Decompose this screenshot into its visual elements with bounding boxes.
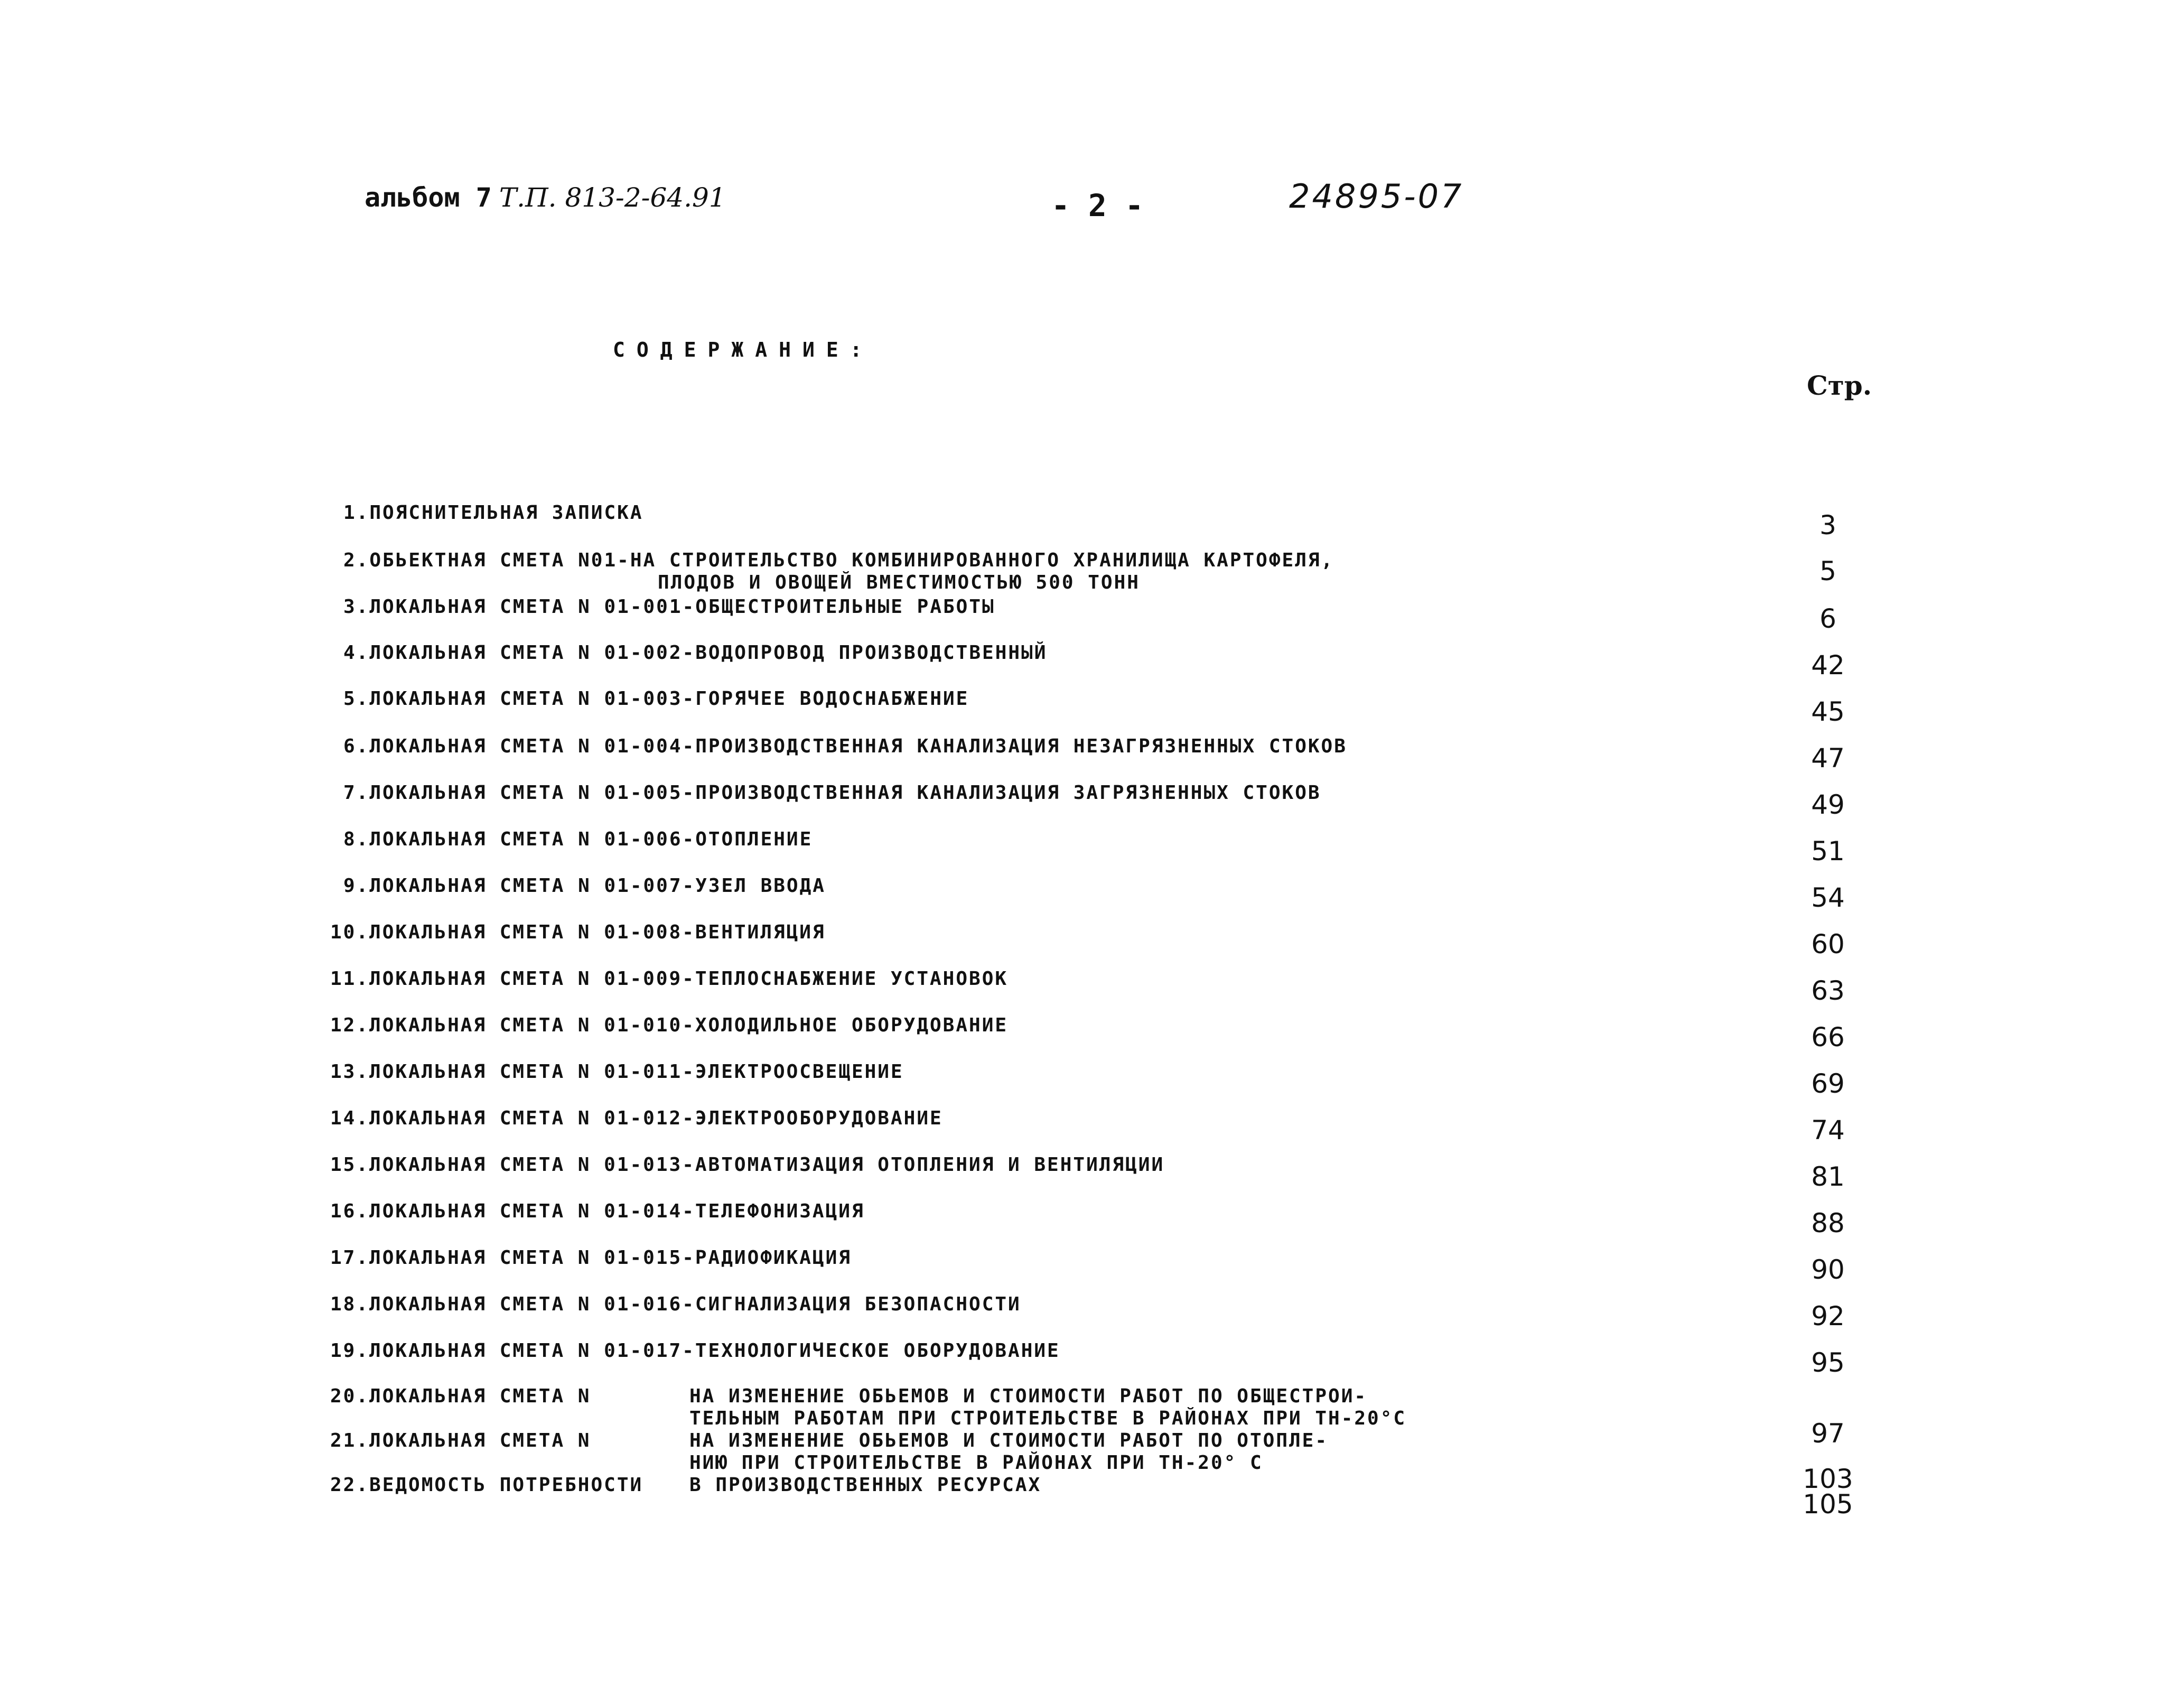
toc-entry-16: 16.ЛОКАЛЬНАЯ СМЕТА N 01-014-ТЕЛЕФОНИЗАЦИЯ	[330, 1200, 865, 1222]
toc-entry-2-cont: ПЛОДОВ И ОВОЩЕЙ ВМЕСТИМОСТЬЮ 500 ТОНН	[658, 572, 1140, 593]
page-ref-20: 97	[1811, 1418, 1845, 1449]
toc-entry-20: 20.ЛОКАЛЬНАЯ СМЕТА N	[330, 1385, 591, 1407]
page-ref-21: 103	[1803, 1464, 1853, 1494]
toc-entry-5: 5.ЛОКАЛЬНАЯ СМЕТА N 01-003-ГОРЯЧЕЕ ВОДОСНАБЖЕНИЕ	[343, 688, 969, 710]
page-ref-16: 88	[1811, 1208, 1845, 1239]
page-ref-18: 92	[1811, 1301, 1845, 1332]
toc-entry-1: 1.ПОЯСНИТЕЛЬНАЯ ЗАПИСКА	[343, 502, 643, 524]
project-code: Т.П. 813-2-64.91	[499, 182, 726, 213]
toc-entry-21-desc: НА ИЗМЕНЕНИЕ ОБЬЕМОВ И СТОИМОСТИ РАБОТ ПО ОТОПЛЕ-	[689, 1430, 1329, 1451]
page-ref-15: 81	[1811, 1161, 1845, 1192]
toc-entry-15: 15.ЛОКАЛЬНАЯ СМЕТА N 01-013-АВТОМАТИЗАЦИЯ ОТОПЛЕНИЯ И ВЕНТИЛЯЦИИ	[330, 1154, 1165, 1176]
page-ref-14: 74	[1811, 1115, 1845, 1146]
toc-entry-18: 18.ЛОКАЛЬНАЯ СМЕТА N 01-016-СИГНАЛИЗАЦИЯ БЕЗОПАСНОСТИ	[330, 1293, 1021, 1315]
page-ref-5: 45	[1811, 696, 1845, 727]
page-ref-22: 105	[1803, 1489, 1853, 1520]
page-ref-6: 47	[1811, 743, 1845, 774]
toc-entry-3: 3.ЛОКАЛЬНАЯ СМЕТА N 01-001-ОБЩЕСТРОИТЕЛЬНЫЕ РАБОТЫ	[343, 596, 995, 618]
page-ref-17: 90	[1811, 1254, 1845, 1285]
album-label	[365, 182, 726, 213]
page-ref-11: 63	[1811, 975, 1845, 1006]
page-ref-2: 5	[1819, 556, 1836, 587]
toc-entry-22-desc: В ПРОИЗВОДСТВЕННЫХ РЕСУРСАХ	[689, 1474, 1042, 1496]
page-ref-7: 49	[1811, 789, 1845, 820]
page-ref-4: 42	[1811, 650, 1845, 681]
toc-entry-13: 13.ЛОКАЛЬНАЯ СМЕТА N 01-011-ЭЛЕКТРООСВЕЩЕНИЕ	[330, 1061, 904, 1083]
album-number: альбом 7	[365, 182, 492, 213]
page-column-label: Стр.	[1807, 370, 1872, 401]
page-ref-10: 60	[1811, 929, 1845, 960]
contents-heading: СОДЕРЖАНИЕ:	[613, 338, 874, 361]
page-ref-13: 69	[1811, 1068, 1845, 1099]
toc-entry-11: 11.ЛОКАЛЬНАЯ СМЕТА N 01-009-ТЕПЛОСНАБЖЕНИЕ УСТАНОВОК	[330, 968, 1009, 990]
page-number: - 2 -	[1051, 188, 1144, 224]
page-ref-1: 3	[1819, 510, 1836, 541]
toc-entry-19: 19.ЛОКАЛЬНАЯ СМЕТА N 01-017-ТЕХНОЛОГИЧЕСКОЕ ОБОРУДОВАНИЕ	[330, 1340, 1060, 1362]
toc-entry-22: 22.ВЕДОМОСТЬ ПОТРЕБНОСТИ	[330, 1474, 643, 1496]
toc-entry-20-desc-cont: ТЕЛЬНЫМ РАБОТАМ ПРИ СТРОИТЕЛЬСТВЕ В РАЙОНАХ ПРИ ТН-20°С	[689, 1408, 1407, 1429]
toc-entry-17: 17.ЛОКАЛЬНАЯ СМЕТА N 01-015-РАДИОФИКАЦИЯ	[330, 1247, 852, 1269]
toc-entry-9: 9.ЛОКАЛЬНАЯ СМЕТА N 01-007-УЗЕЛ ВВОДА	[343, 875, 826, 897]
toc-entry-21: 21.ЛОКАЛЬНАЯ СМЕТА N	[330, 1430, 591, 1451]
toc-entry-4: 4.ЛОКАЛЬНАЯ СМЕТА N 01-002-ВОДОПРОВОД ПРОИЗВОДСТВЕННЫЙ	[343, 642, 1048, 664]
toc-entry-8: 8.ЛОКАЛЬНАЯ СМЕТА N 01-006-ОТОПЛЕНИЕ	[343, 828, 813, 850]
page-ref-3: 6	[1819, 603, 1836, 634]
document-number: 24895-07	[1289, 177, 1464, 216]
toc-entry-10: 10.ЛОКАЛЬНАЯ СМЕТА N 01-008-ВЕНТИЛЯЦИЯ	[330, 921, 826, 943]
page-ref-9: 54	[1811, 882, 1845, 913]
toc-entry-6: 6.ЛОКАЛЬНАЯ СМЕТА N 01-004-ПРОИЗВОДСТВЕННАЯ КАНАЛИЗАЦИЯ НЕЗАГРЯЗНЕННЫХ СТОКОВ	[343, 736, 1347, 757]
page-ref-19: 95	[1811, 1347, 1845, 1378]
toc-entry-21-desc-cont: НИЮ ПРИ СТРОИТЕЛЬСТВЕ В РАЙОНАХ ПРИ ТН-20° С	[689, 1452, 1263, 1474]
page-ref-12: 66	[1811, 1022, 1845, 1053]
toc-entry-7: 7.ЛОКАЛЬНАЯ СМЕТА N 01-005-ПРОИЗВОДСТВЕННАЯ КАНАЛИЗАЦИЯ ЗАГРЯЗНЕННЫХ СТОКОВ	[343, 782, 1321, 804]
toc-entry-14: 14.ЛОКАЛЬНАЯ СМЕТА N 01-012-ЭЛЕКТРООБОРУДОВАНИЕ	[330, 1107, 943, 1129]
toc-entry-2: 2.ОБЬЕКТНАЯ СМЕТА N01-НА СТРОИТЕЛЬСТВО КОМБИНИРОВАННОГО ХРАНИЛИЩА КАРТОФЕЛЯ,	[343, 550, 1334, 571]
page-ref-8: 51	[1811, 836, 1845, 867]
toc-entry-12: 12.ЛОКАЛЬНАЯ СМЕТА N 01-010-ХОЛОДИЛЬНОЕ ОБОРУДОВАНИЕ	[330, 1014, 1009, 1036]
toc-entry-20-desc: НА ИЗМЕНЕНИЕ ОБЬЕМОВ И СТОИМОСТИ РАБОТ ПО ОБЩЕСТРОИ-	[689, 1385, 1368, 1407]
